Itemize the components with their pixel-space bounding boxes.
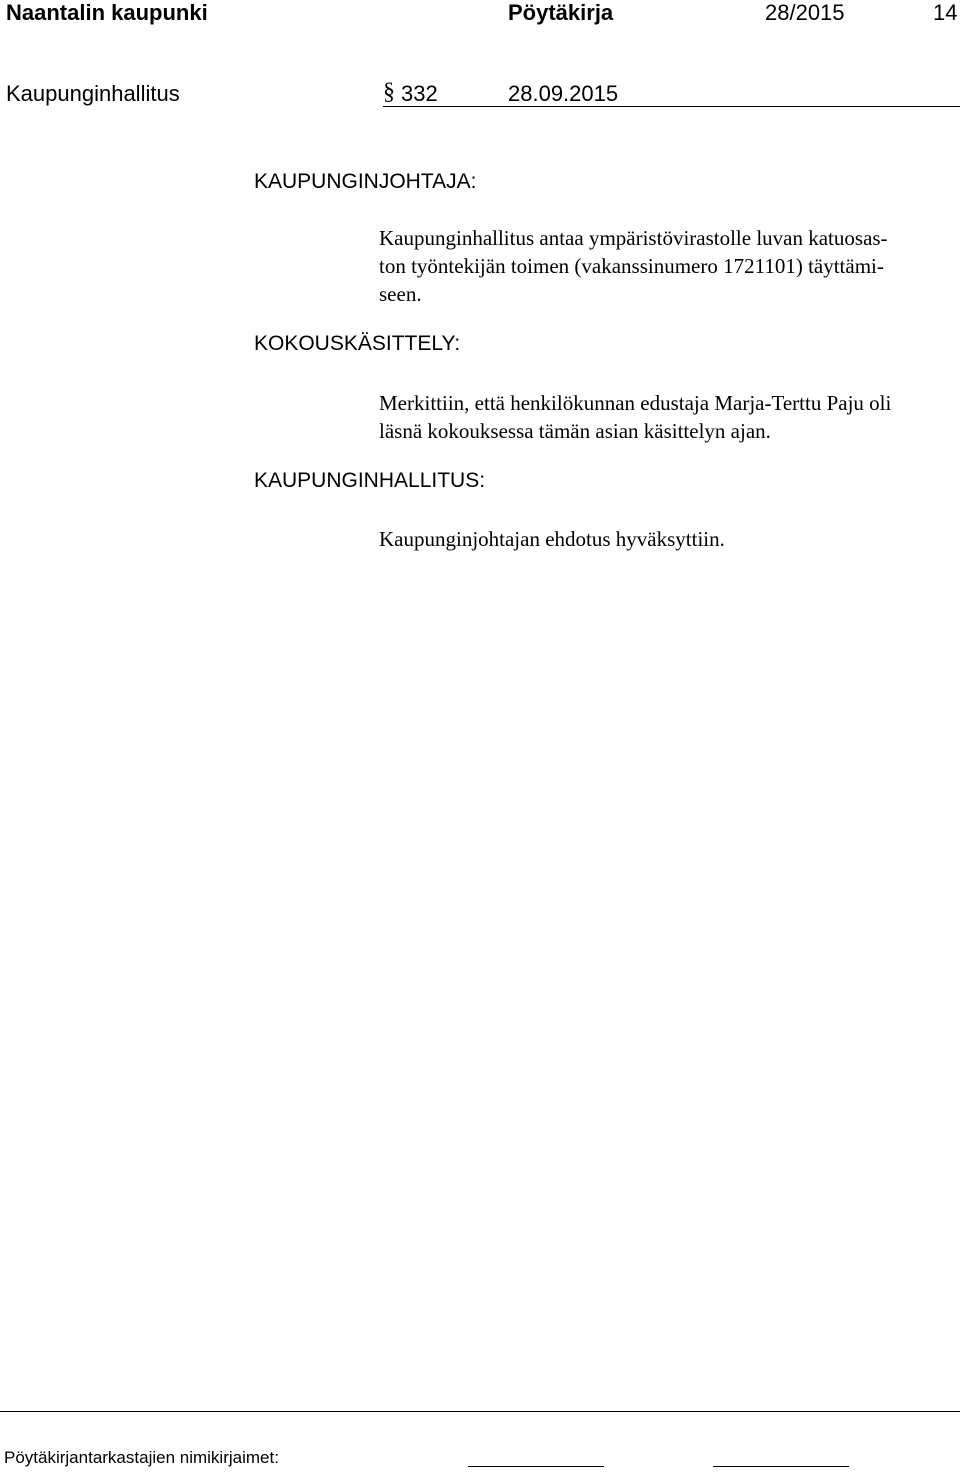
section-label-kokouskasittely: KOKOUSKÄSITTELY: xyxy=(254,332,461,355)
signatures-label: Pöytäkirjantarkastajien nimikirjaimet: xyxy=(4,1448,279,1467)
meeting-date: 28.09.2015 xyxy=(508,81,619,106)
municipality-name: Naantalin kaupunki xyxy=(6,0,208,25)
signature-line-1 xyxy=(468,1466,604,1467)
decision-paragraph xyxy=(379,525,951,553)
paragraph-line: Kaupunginjohtajan ehdotus hyväksyttiin. xyxy=(379,527,725,551)
governing-body: Kaupunginhallitus xyxy=(6,81,180,106)
section-symbol: § xyxy=(383,79,395,105)
paragraph-line: läsnä kokouksessa tämän asian käsittelyn ajan. xyxy=(379,419,771,443)
page-number: 14 xyxy=(933,0,958,25)
section-label-kaupunginhallitus: KAUPUNGINHALLITUS: xyxy=(254,469,486,492)
meeting-note-paragraph xyxy=(379,389,951,445)
signature-line-2 xyxy=(713,1466,849,1467)
proposal-paragraph xyxy=(379,224,951,308)
document-type: Pöytäkirja xyxy=(508,0,614,25)
paragraph-line: seen. xyxy=(379,282,422,306)
paragraph-line: Kaupunginhallitus antaa ympäristövirastolle luvan katuosas- xyxy=(379,226,888,250)
footer-divider xyxy=(0,1411,960,1412)
paragraph-line: ton työntekijän toimen (vakanssinumero 1721101) täyttämi- xyxy=(379,254,884,278)
header-divider xyxy=(383,106,960,107)
section-number: 332 xyxy=(401,81,438,106)
minutes-number: 28/2015 xyxy=(765,0,845,25)
section-label-kaupunginjohtaja: KAUPUNGINJOHTAJA: xyxy=(254,170,477,193)
paragraph-line: Merkittiin, että henkilökunnan edustaja Marja-Terttu Paju oli xyxy=(379,391,892,415)
